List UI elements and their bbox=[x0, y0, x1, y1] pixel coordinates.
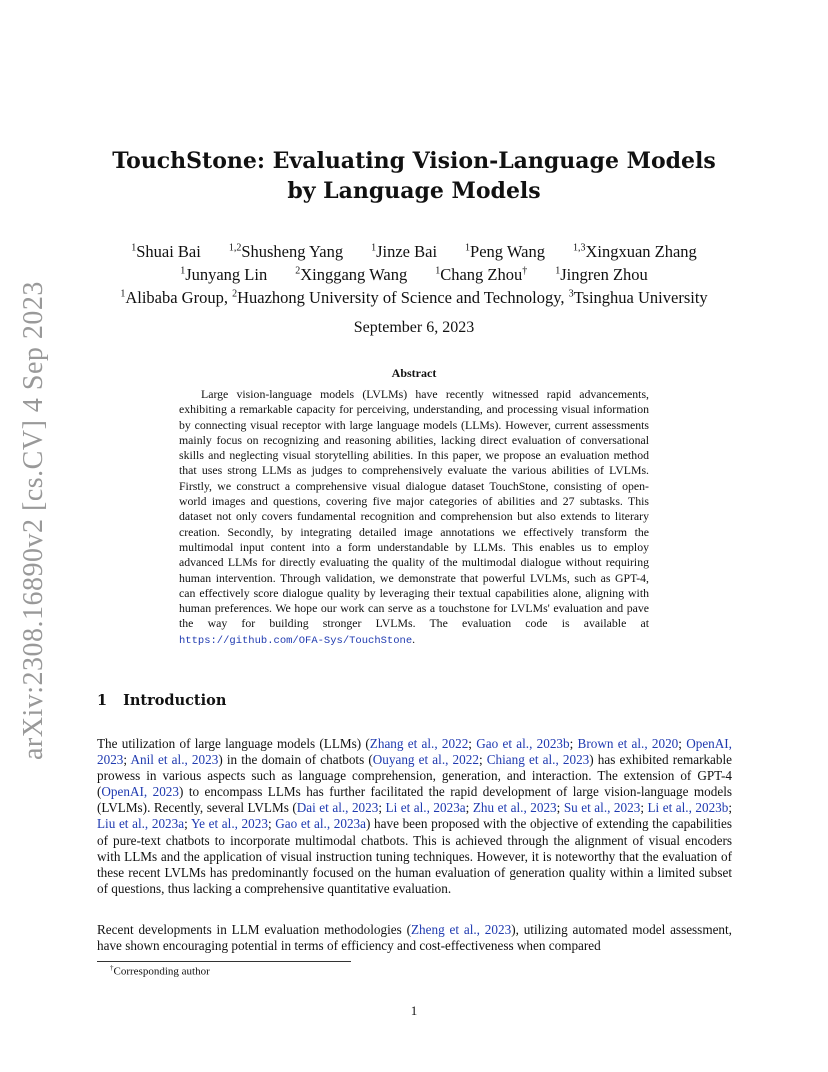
paragraph-text: ; bbox=[123, 752, 131, 768]
paragraph-text: ; bbox=[556, 800, 564, 816]
section-heading bbox=[97, 692, 226, 709]
footnote-mark: † bbox=[110, 964, 114, 972]
citation-link[interactable]: OpenAI, 2023 bbox=[97, 736, 732, 768]
paragraph-text: ), utilizing automated model assessment, have shown encouraging potential in terms of efficiency and cost-effectiveness when compared bbox=[97, 922, 732, 954]
affiliation-mark: 1 bbox=[435, 265, 441, 276]
paragraph-text: The utilization of large language models (LLMs) ( bbox=[97, 736, 370, 751]
authors-row-2 bbox=[90, 261, 738, 284]
paragraph-text: ; bbox=[728, 800, 733, 816]
citation-link[interactable]: Anil et al., 2023 bbox=[130, 752, 219, 768]
corresponding-mark: † bbox=[522, 265, 528, 276]
author-entry bbox=[573, 242, 697, 261]
abstract-heading: Abstract bbox=[391, 366, 437, 380]
author-name: Huazhong University of Science and Technology, bbox=[237, 287, 569, 307]
citation-link[interactable]: Gao et al., 2023a bbox=[275, 816, 367, 832]
affiliation-mark: 3 bbox=[568, 288, 574, 299]
affiliation-mark: 1 bbox=[131, 242, 137, 253]
abstract-end: . bbox=[412, 631, 416, 646]
paragraph-text: ; bbox=[465, 800, 473, 816]
citation-link[interactable]: Su et al., 2023 bbox=[563, 800, 641, 816]
paragraph-text: ; bbox=[267, 816, 276, 832]
citation-link[interactable]: Chiang et al., 2023 bbox=[486, 752, 590, 768]
author-entry bbox=[435, 265, 527, 284]
author-name: Chang Zhou bbox=[440, 264, 523, 284]
citation-link[interactable]: Zhu et al., 2023 bbox=[472, 800, 557, 816]
citation-link[interactable]: Zheng et al., 2023 bbox=[410, 922, 512, 937]
citation-link[interactable]: Liu et al., 2023a bbox=[97, 816, 185, 832]
citation-link[interactable]: Gao et al., 2023b bbox=[476, 736, 570, 751]
paragraph-text: ) in the domain of chatbots ( bbox=[218, 752, 373, 768]
author-entry bbox=[569, 288, 708, 307]
intro-paragraph-1 bbox=[97, 736, 732, 897]
author-name: Jinze Bai bbox=[376, 241, 438, 261]
paragraph-text: ; bbox=[640, 800, 648, 816]
footnote-text: Corresponding author bbox=[113, 965, 210, 978]
arxiv-identifier: arXiv:2308.16890v2 [cs.CV] 4 Sep 2023 bbox=[18, 281, 49, 760]
author-entry bbox=[229, 242, 343, 261]
citation-link[interactable]: Li et al., 2023b bbox=[647, 800, 729, 816]
author-name: Alibaba Group, bbox=[125, 287, 233, 307]
affiliations bbox=[90, 284, 738, 307]
paragraph-text: ; bbox=[569, 736, 578, 751]
affiliation-mark: 1 bbox=[180, 265, 186, 276]
affiliation-mark: 2 bbox=[232, 288, 238, 299]
author-name: Tsinghua University bbox=[573, 287, 708, 307]
author-name: Junyang Lin bbox=[185, 264, 268, 284]
author-entry bbox=[120, 288, 232, 307]
affiliation-mark: 1 bbox=[555, 265, 561, 276]
author-name: Xinggang Wang bbox=[300, 264, 408, 284]
author-entry bbox=[465, 242, 545, 261]
authors-row-1 bbox=[90, 238, 738, 261]
affiliation-mark: 1 bbox=[465, 242, 471, 253]
citation-link[interactable]: Ouyang et al., 2022 bbox=[372, 752, 479, 768]
citation-link[interactable]: Zhang et al., 2022 bbox=[369, 736, 469, 751]
citation-link[interactable]: Brown et al., 2020 bbox=[577, 736, 679, 751]
affiliation-mark: 2 bbox=[295, 265, 301, 276]
author-name: Xingxuan Zhang bbox=[585, 241, 697, 261]
affiliation-mark: 1,3 bbox=[572, 242, 586, 253]
author-name: Peng Wang bbox=[470, 241, 545, 261]
citation-link[interactable]: OpenAI, 2023 bbox=[101, 784, 179, 800]
citation-link[interactable]: Li et al., 2023a bbox=[385, 800, 466, 816]
paragraph-text: ; bbox=[468, 736, 477, 751]
paragraph-text: ; bbox=[378, 800, 386, 816]
page-number: 1 bbox=[410, 1003, 418, 1018]
footnote-rule bbox=[97, 961, 351, 962]
paragraph-text: ; bbox=[478, 752, 487, 768]
footnote bbox=[110, 964, 210, 978]
affiliation-mark: 1,2 bbox=[228, 242, 242, 253]
abstract-body: Large vision-language models (LVLMs) have recently witnessed rapid advancements, exhibiting a remarkable capacity for perceiving, understanding, and processing visual information by connecting visual receptor with large language models (LLMs). However, current assessments mainly focus on recognizing and reasoning abilities, lacking direct evaluation of conversational skills and neglecting visual storytelling abilities. In this paper, we propose an evaluation method that uses strong LLMs as judges to comprehensively evaluate the various abilities of LVLMs. Firstly, we construct a comprehensive visual dialogue dataset TouchStone, consisting of open-world images and questions, covering five major categories of abilities and 27 subtasks. This dataset not only covers fundamental recognition and comprehension but also extends to literary creation. Secondly, by integrating detailed image annotations we effectively transform the multimodal input content into a form understandable by LLMs. This enables us to employ advanced LLMs for directly evaluating the quality of the multimodal dialogue without requiring human intervention. Through validation, we demonstrate that powerful LVLMs, such as GPT-4, can effectively score dialogue quality by leveraging their textual capabilities alone, aligning with human preferences. We hope our work can serve as a touchstone for LVLMs' evaluation and pave the way for building stronger LVLMs. The evaluation code is available at bbox=[179, 387, 649, 631]
abstract-text bbox=[179, 387, 649, 649]
affiliation-mark: 1 bbox=[120, 288, 126, 299]
author-entry bbox=[131, 242, 201, 261]
paragraph-text: ; bbox=[678, 736, 687, 751]
paragraph-text: ) have been proposed with the objective of extending the capabilities of pure-text chatbots to incorporate multimodal chatbots. This is achieved through the alignment of visual encoders with LLMs and the application of visual instruction tuning techniques. However, it is noteworthy that the evaluation of these recent LVLMs has predominantly focused on the human evaluation of generation quality within a limited subset of questions, thus lacking a comprehensive quantitative evaluation. bbox=[97, 816, 733, 896]
citation-link[interactable]: Ye et al., 2023 bbox=[190, 816, 268, 832]
citation-link[interactable]: Dai et al., 2023 bbox=[296, 800, 379, 816]
author-entry bbox=[232, 288, 569, 307]
section-title: Introduction bbox=[123, 692, 227, 709]
intro-paragraph-2 bbox=[97, 922, 732, 954]
paragraph-text: Recent developments in LLM evaluation methodologies ( bbox=[97, 922, 411, 937]
paragraph-text: ) has exhibited remarkable prowess in various aspects such as language comprehension, generation, and interaction. The extension of GPT-4 ( bbox=[97, 752, 733, 800]
author-block bbox=[90, 238, 738, 307]
code-link[interactable]: https://github.com/OFA-Sys/TouchStone bbox=[179, 634, 413, 647]
paper-date: September 6, 2023 bbox=[353, 319, 475, 336]
author-name: Shusheng Yang bbox=[241, 241, 344, 261]
author-name: Jingren Zhou bbox=[560, 264, 648, 284]
author-entry bbox=[180, 265, 267, 284]
author-entry bbox=[555, 265, 648, 284]
paragraph-text: ) to encompass LLMs has further facilitated the rapid development of large vision-language models (LVLMs). Recently, several LVLMs ( bbox=[97, 784, 733, 816]
paragraph-text: ; bbox=[184, 816, 191, 832]
author-name: Shuai Bai bbox=[136, 241, 201, 261]
section-number: 1 bbox=[97, 692, 108, 709]
paper-title: TouchStone: Evaluating Vision-Language Models by Language Models bbox=[112, 148, 716, 204]
affiliation-mark: 1 bbox=[371, 242, 377, 253]
author-entry bbox=[371, 242, 437, 261]
author-entry bbox=[295, 265, 407, 284]
